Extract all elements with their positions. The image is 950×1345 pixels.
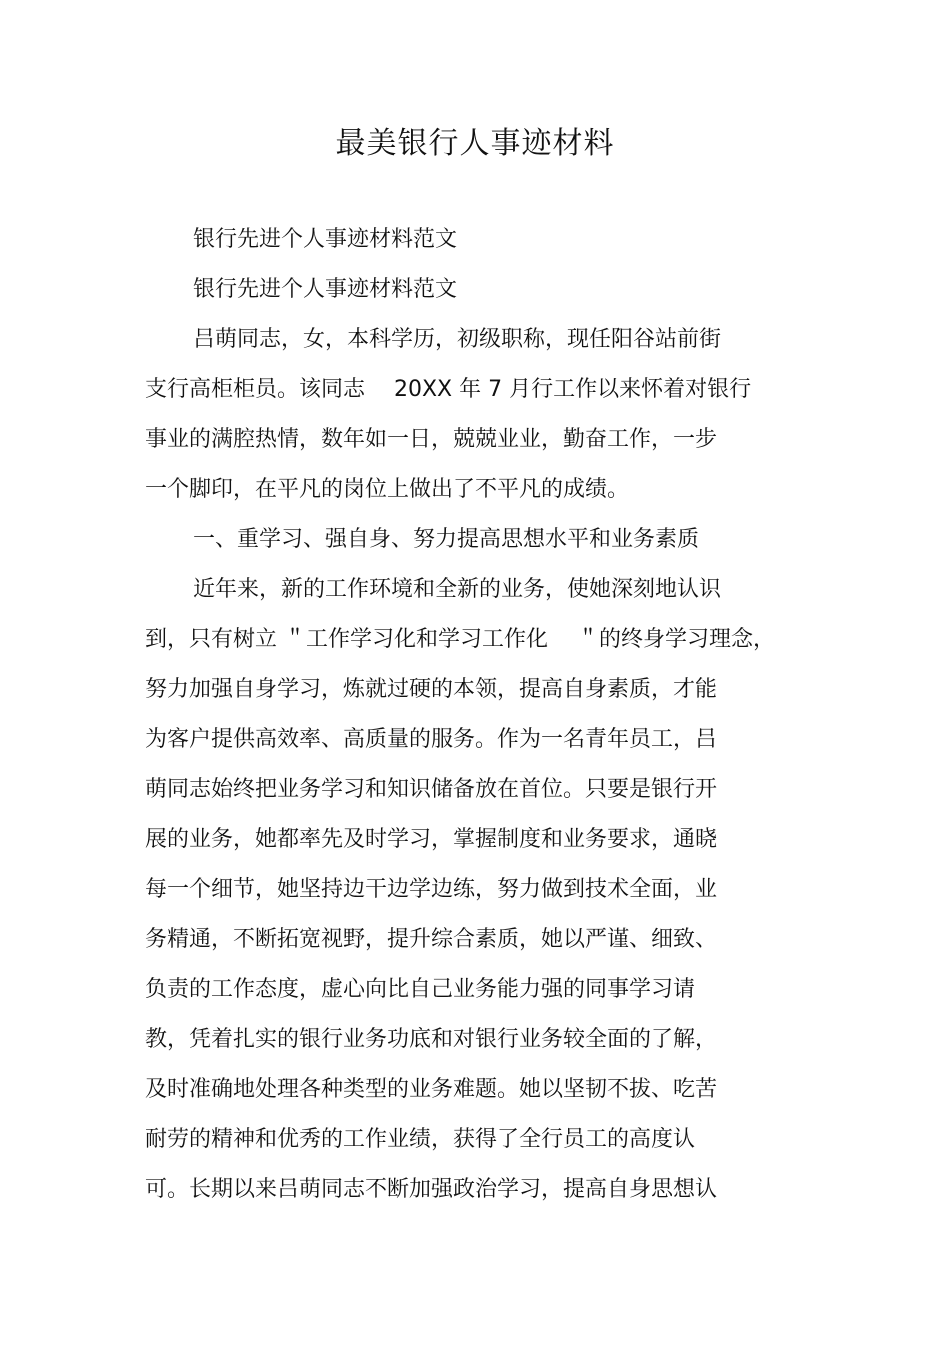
document-title: 最美银行人事迹材料 bbox=[335, 126, 615, 161]
section-heading: 一、重学习、强自身、努力提高思想水平和业务素质 bbox=[193, 527, 700, 552]
paragraph-line: 为客户提供高效率、高质量的服务。作为一名青年员工，吕 bbox=[145, 727, 718, 752]
paragraph-line: 展的业务，她都率先及时学习，掌握制度和业务要求，通晓 bbox=[145, 827, 718, 852]
paragraph-line: 一个脚印，在平凡的岗位上做出了不平凡的成绩。 bbox=[145, 477, 630, 502]
paragraph-line: 萌同志始终把业务学习和知识储备放在首位。只要是银行开 bbox=[145, 777, 718, 802]
paragraph-line: 努力加强自身学习，炼就过硬的本领，提高自身素质，才能 bbox=[145, 677, 718, 702]
paragraph-line: 事业的满腔热情，数年如一日，兢兢业业，勤奋工作，一步 bbox=[145, 427, 718, 452]
paragraph-line: 支行高柜柜员。该同志 20XX 年 7 月行工作以来怀着对银行 bbox=[145, 377, 752, 402]
paragraph-line: 务精通，不断拓宽视野，提升综合素质，她以严谨、细致、 bbox=[145, 927, 718, 952]
paragraph-line: 近年来，新的工作环境和全新的业务，使她深刻地认识 bbox=[193, 577, 722, 602]
paragraph-line: 耐劳的精神和优秀的工作业绩，获得了全行员工的高度认 bbox=[145, 1127, 696, 1152]
paragraph-line: 吕萌同志，女，本科学历，初级职称，现任阳谷站前街 bbox=[193, 327, 722, 352]
subtitle-line: 银行先进个人事迹材料范文 bbox=[193, 227, 458, 252]
paragraph-line: 可。长期以来吕萌同志不断加强政治学习，提高自身思想认 bbox=[145, 1177, 718, 1202]
paragraph-line: 负责的工作态度，虚心向比自己业务能力强的同事学习请 bbox=[145, 977, 696, 1002]
paragraph-line: 及时准确地处理各种类型的业务难题。她以坚韧不拔、吃苦 bbox=[145, 1077, 718, 1102]
paragraph-line: 教，凭着扎实的银行业务功底和对银行业务较全面的了解， bbox=[145, 1027, 718, 1052]
paragraph-line: 每一个细节，她坚持边干边学边练，努力做到技术全面，业 bbox=[145, 877, 718, 902]
subtitle-line: 银行先进个人事迹材料范文 bbox=[193, 277, 458, 302]
paragraph-line: 到，只有树立 ＂工作学习化和学习工作化 ＂的终身学习理念， bbox=[145, 627, 775, 652]
